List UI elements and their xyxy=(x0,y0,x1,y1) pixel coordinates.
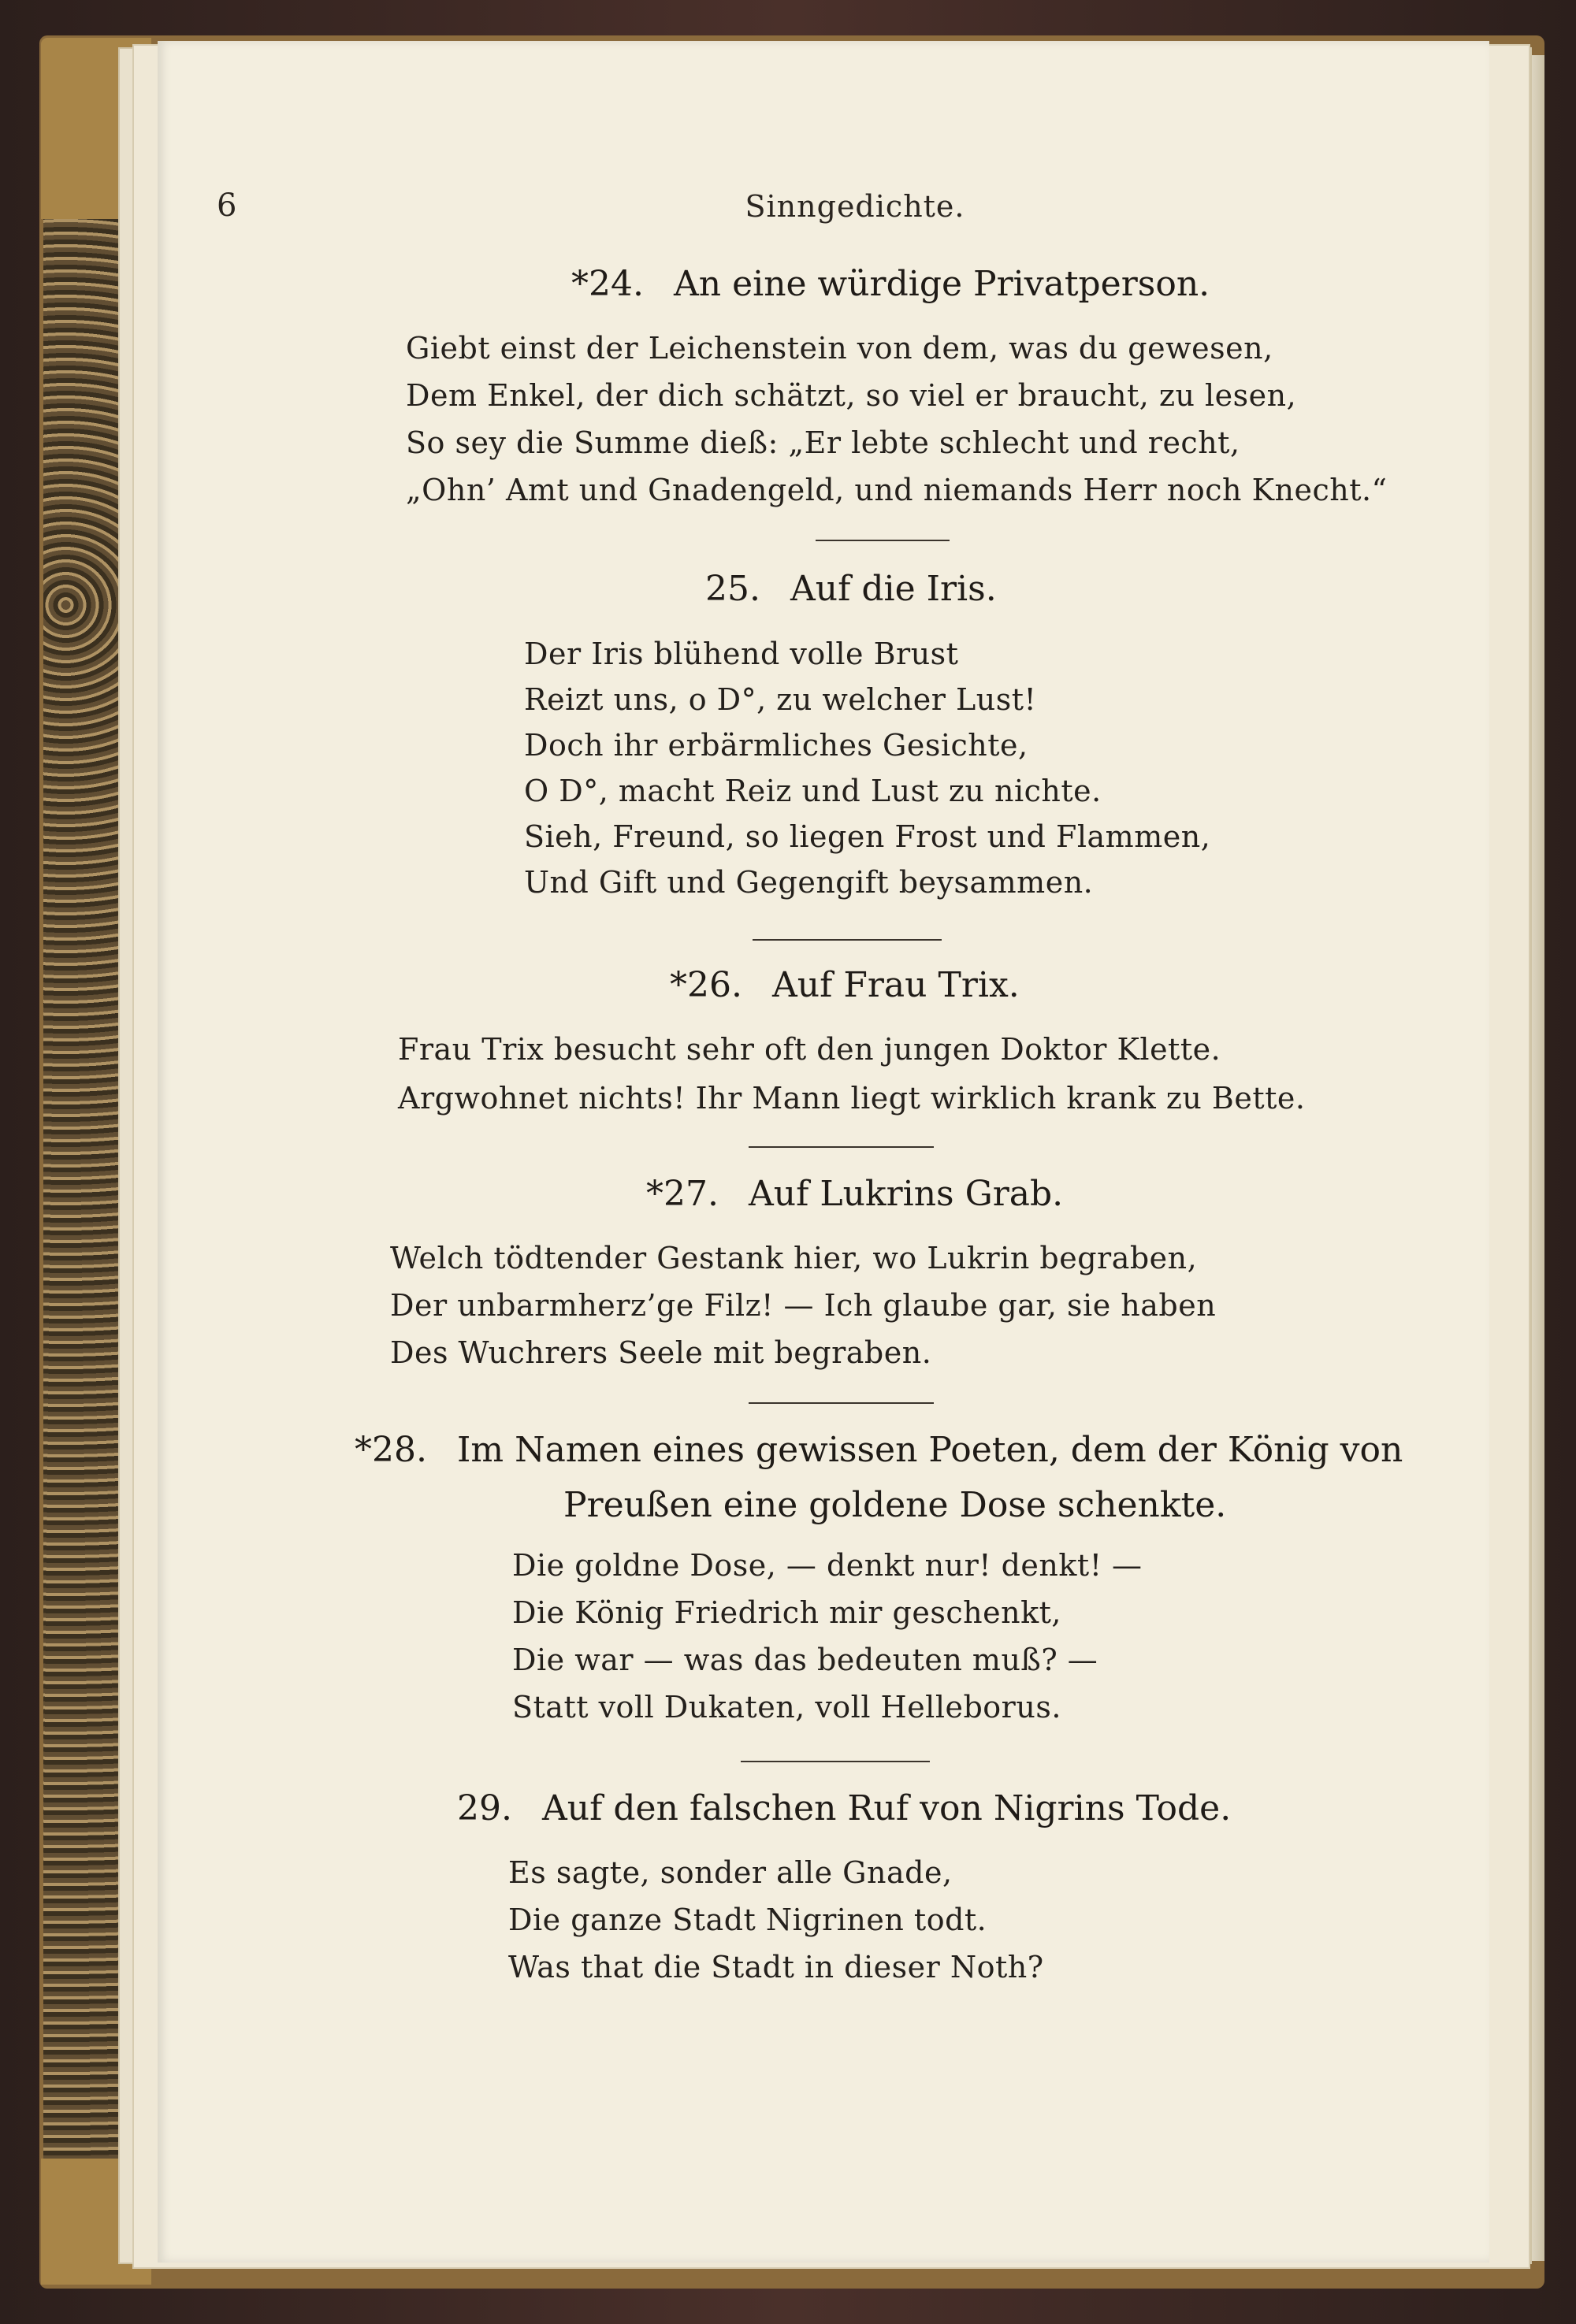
poem-line: Des Wuchrers Seele mit begraben. xyxy=(390,1335,932,1370)
page-number: 6 xyxy=(217,187,237,224)
poem-title: Auf den falschen Ruf von Nigrins Tode. xyxy=(541,1788,1232,1828)
poem-line: Die König Friedrich mir geschenkt, xyxy=(512,1595,1061,1630)
poem-heading-continuation: Preußen eine goldene Dose schenkte. xyxy=(563,1485,1227,1525)
separator-rule xyxy=(816,540,950,541)
poem-heading xyxy=(571,264,1210,304)
poem-line: Und Gift und Gegengift beysammen. xyxy=(524,865,1094,900)
poem-number: 25. xyxy=(705,569,760,609)
poem-line: Reizt uns, o D°, zu welcher Lust! xyxy=(524,682,1037,717)
running-title: Sinngedichte. xyxy=(745,189,965,224)
poem-line: Es sagte, sonder alle Gnade, xyxy=(508,1855,953,1890)
poem-title: Auf Lukrins Grab. xyxy=(748,1174,1064,1214)
poem-number: *26. xyxy=(670,965,742,1005)
poem-heading xyxy=(670,965,1020,1005)
poem-number: *27. xyxy=(646,1174,719,1214)
poem-line: Sieh, Freund, so liegen Frost und Flammen, xyxy=(524,819,1211,854)
poem-line: Die goldne Dose, — denkt nur! denkt! — xyxy=(512,1548,1143,1583)
poem-line: Welch tödtender Gestank hier, wo Lukrin begraben, xyxy=(390,1241,1198,1275)
poem-line: Frau Trix besucht sehr oft den jungen Doktor Klette. xyxy=(398,1032,1221,1067)
poem-heading xyxy=(646,1174,1063,1214)
separator-rule xyxy=(749,1402,934,1404)
poem-line: Giebt einst der Leichenstein von dem, was du gewesen, xyxy=(406,331,1273,366)
poem-title: An eine würdige Privatperson. xyxy=(673,264,1210,304)
poem-line: Doch ihr erbärmliches Gesichte, xyxy=(524,728,1028,763)
poem-line: Argwohnet nichts! Ihr Mann liegt wirklich krank zu Bette. xyxy=(398,1081,1306,1116)
poem-heading xyxy=(705,569,997,609)
marbled-board xyxy=(43,189,118,2269)
poem-line: „Ohn’ Amt und Gnadengeld, und niemands Herr noch Knecht.“ xyxy=(406,473,1388,507)
poem-line: Der Iris blühend volle Brust xyxy=(524,637,959,671)
poem-heading xyxy=(355,1430,1403,1470)
poem-line: O D°, macht Reiz und Lust zu nichte. xyxy=(524,774,1102,808)
poem-line: So sey die Summe dieß: „Er lebte schlecht und recht, xyxy=(406,425,1240,460)
separator-rule xyxy=(753,939,942,941)
poem-title: Im Namen eines gewissen Poeten, dem der König von xyxy=(456,1430,1403,1470)
poem-number: 29. xyxy=(457,1788,512,1828)
poem-line: Der unbarmherz’ge Filz! — Ich glaube gar, sie haben xyxy=(390,1288,1217,1323)
poem-line: Die war — was das bedeuten muß? — xyxy=(512,1643,1098,1677)
poem-line: Die ganze Stadt Nigrinen todt. xyxy=(508,1903,987,1937)
poem-line: Dem Enkel, der dich schätzt, so viel er braucht, zu lesen, xyxy=(406,378,1297,413)
poem-title: Auf Frau Trix. xyxy=(771,965,1020,1005)
poem-line: Was that die Stadt in dieser Noth? xyxy=(508,1950,1044,1984)
poem-heading xyxy=(457,1788,1231,1828)
poem-number: *28. xyxy=(355,1430,427,1470)
poem-title: Auf die Iris. xyxy=(790,569,997,609)
poem-line: Statt voll Dukaten, voll Helleborus. xyxy=(512,1690,1061,1724)
separator-rule xyxy=(749,1146,934,1148)
poem-number: *24. xyxy=(571,264,644,304)
separator-rule xyxy=(741,1761,930,1762)
